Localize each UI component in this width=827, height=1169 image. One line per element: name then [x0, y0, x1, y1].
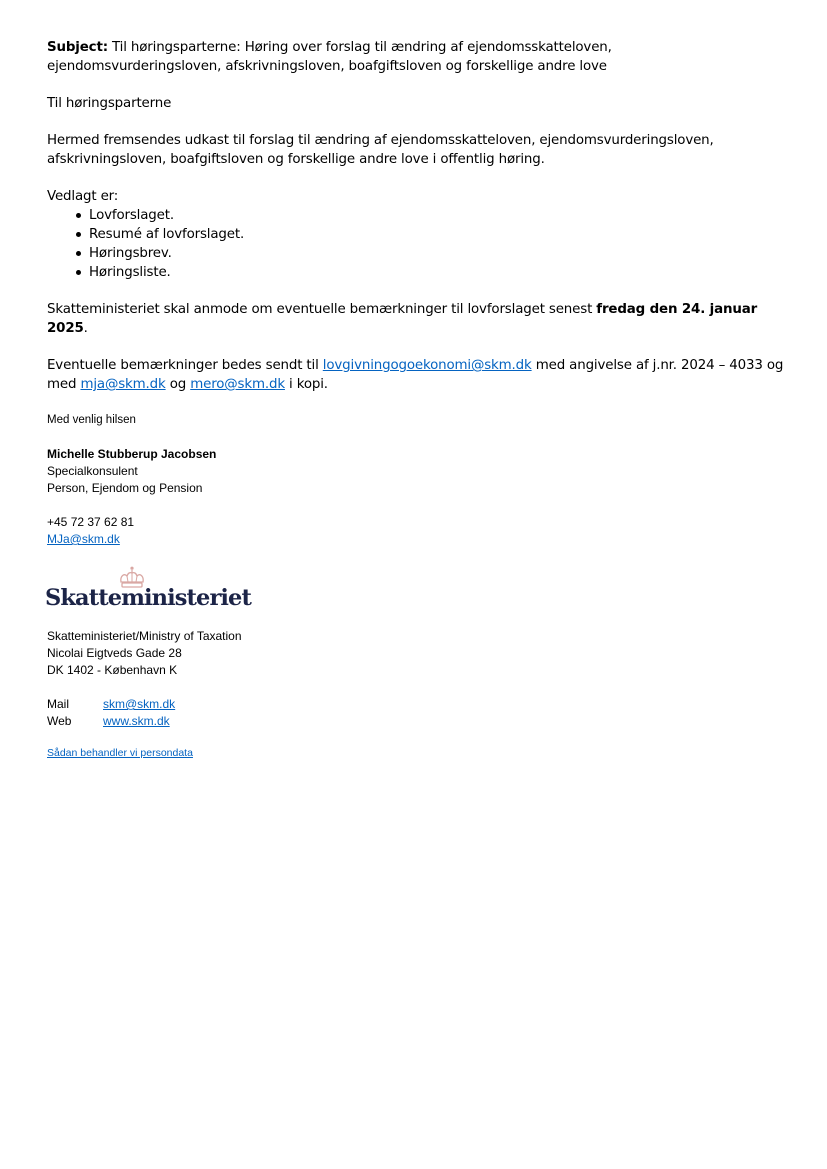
deadline-suffix: .: [83, 321, 88, 336]
attachments-list: [47, 206, 787, 282]
attachment-item: Høringsbrev.: [75, 244, 787, 263]
org-name: Skatteministeriet/Ministry of Taxation: [47, 629, 242, 643]
attachment-item: Resumé af lovforslaget.: [75, 225, 787, 244]
submission-middle: med angivelse af j.nr. 2024 – 4033 og med: [47, 358, 784, 392]
logo-wordmark: Skatteministeriet: [45, 585, 251, 611]
org-city: DK 1402 - København K: [47, 663, 178, 677]
signature-block: [47, 412, 787, 762]
mail-link[interactable]: skm@skm.dk: [103, 697, 176, 711]
deadline-prefix: Skatteministeriet skal anmode om eventuelle bemærkninger til lovforslaget senest: [47, 302, 597, 317]
signer-name: Michelle Stubberup Jacobsen: [47, 447, 217, 461]
subject-line: [47, 38, 787, 76]
greeting: Til høringsparterne: [47, 96, 172, 111]
closing: Med venlig hilsen: [47, 414, 136, 426]
web-row: [47, 713, 787, 730]
signer-phone: +45 72 37 62 81: [47, 515, 135, 529]
signer-email-link[interactable]: MJa@skm.dk: [47, 532, 120, 546]
signer-title: Specialkonsulent: [47, 464, 138, 478]
mail-row: [47, 696, 787, 713]
email-link-cc1[interactable]: mja@skm.dk: [80, 377, 166, 392]
email-link-cc2[interactable]: mero@skm.dk: [190, 377, 285, 392]
submission-and: og: [165, 377, 191, 392]
org-street: Nicolai Eigtveds Gade 28: [47, 646, 182, 660]
deadline-paragraph: [47, 300, 787, 338]
mail-label: Mail: [47, 697, 70, 711]
submission-prefix: Eventuelle bemærkninger bedes sendt til: [47, 358, 323, 373]
intro-paragraph: Hermed fremsendes udkast til forslag til ændring af ejendomsskatteloven, ejendomsvurderingsloven, afskrivningsloven, boafgiftsloven og forskellige andre love i offentlig høring.: [47, 133, 714, 167]
web-link[interactable]: www.skm.dk: [103, 714, 170, 728]
submission-paragraph: [47, 356, 787, 394]
submission-suffix: i kopi.: [284, 377, 328, 392]
subject-label: Subject:: [47, 40, 108, 55]
attachment-item: Høringsliste.: [75, 263, 787, 282]
privacy-link[interactable]: Sådan behandler vi persondata: [47, 747, 193, 759]
email-link-main[interactable]: lovgivningogoekonomi@skm.dk: [322, 358, 532, 373]
email-document: [47, 38, 787, 762]
subject-text: Til høringsparterne: Høring over forslag til ændring af ejendomsskatteloven, ejendomsvurderingsloven, afskrivningsloven, boafgiftsloven og forskellige andre love: [47, 40, 612, 74]
deadline-date: fredag den 24. januar 2025: [47, 302, 758, 336]
signer-department: Person, Ejendom og Pension: [47, 481, 203, 495]
attachments-heading: Vedlagt er:: [47, 189, 119, 204]
ministry-logo: [47, 566, 787, 622]
web-label: Web: [47, 714, 72, 728]
attachment-item: Lovforslaget.: [75, 206, 787, 225]
